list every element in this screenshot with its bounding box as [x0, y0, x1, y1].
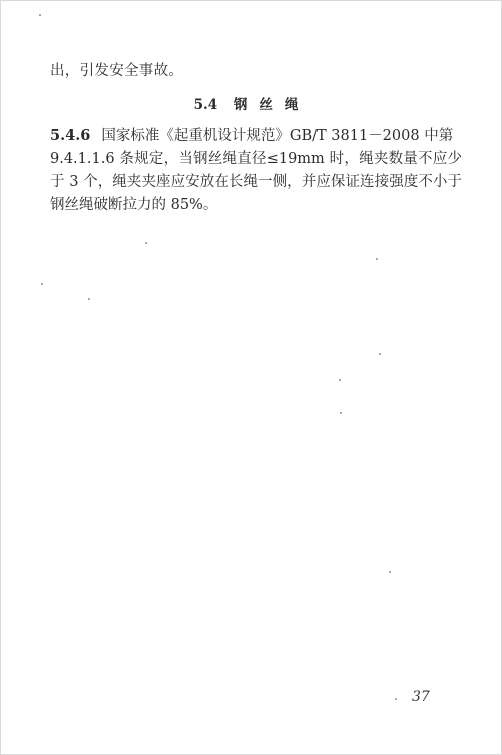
scan-speck	[376, 258, 378, 260]
scan-speck	[395, 698, 397, 700]
clause-text-line-4: 钢丝绳破断拉力的 85%。	[50, 197, 218, 213]
scan-speck	[88, 298, 90, 300]
scan-speck	[41, 283, 43, 285]
scan-speck	[145, 242, 147, 244]
continued-paragraph-text: 出，引发安全事故。	[50, 63, 184, 79]
scan-speck	[339, 379, 341, 381]
section-number: 5.4	[193, 97, 218, 113]
scan-speck	[39, 14, 41, 16]
clause-number: 5.4.6	[50, 127, 91, 144]
clause-paragraph	[50, 124, 462, 217]
clause-text-line-1: 国家标准《起重机设计规范》GB/T 3811－2008 中第	[101, 128, 454, 144]
scan-speck	[379, 353, 381, 355]
clause-first-line	[50, 124, 462, 148]
scan-speck	[340, 412, 342, 414]
page-number: 37	[412, 689, 430, 705]
clause-text-line-3: 于 3 个，绳夹夹座应安放在长绳一侧，并应保证连接强度不小于	[50, 174, 462, 190]
section-title: 钢丝绳	[233, 97, 311, 113]
scan-speck	[389, 571, 391, 573]
section-heading	[1, 93, 502, 113]
clause-text-line-2: 9.4.1.1.6 条规定，当钢丝绳直径≤19mm 时，绳夹数量不应少	[50, 151, 462, 167]
